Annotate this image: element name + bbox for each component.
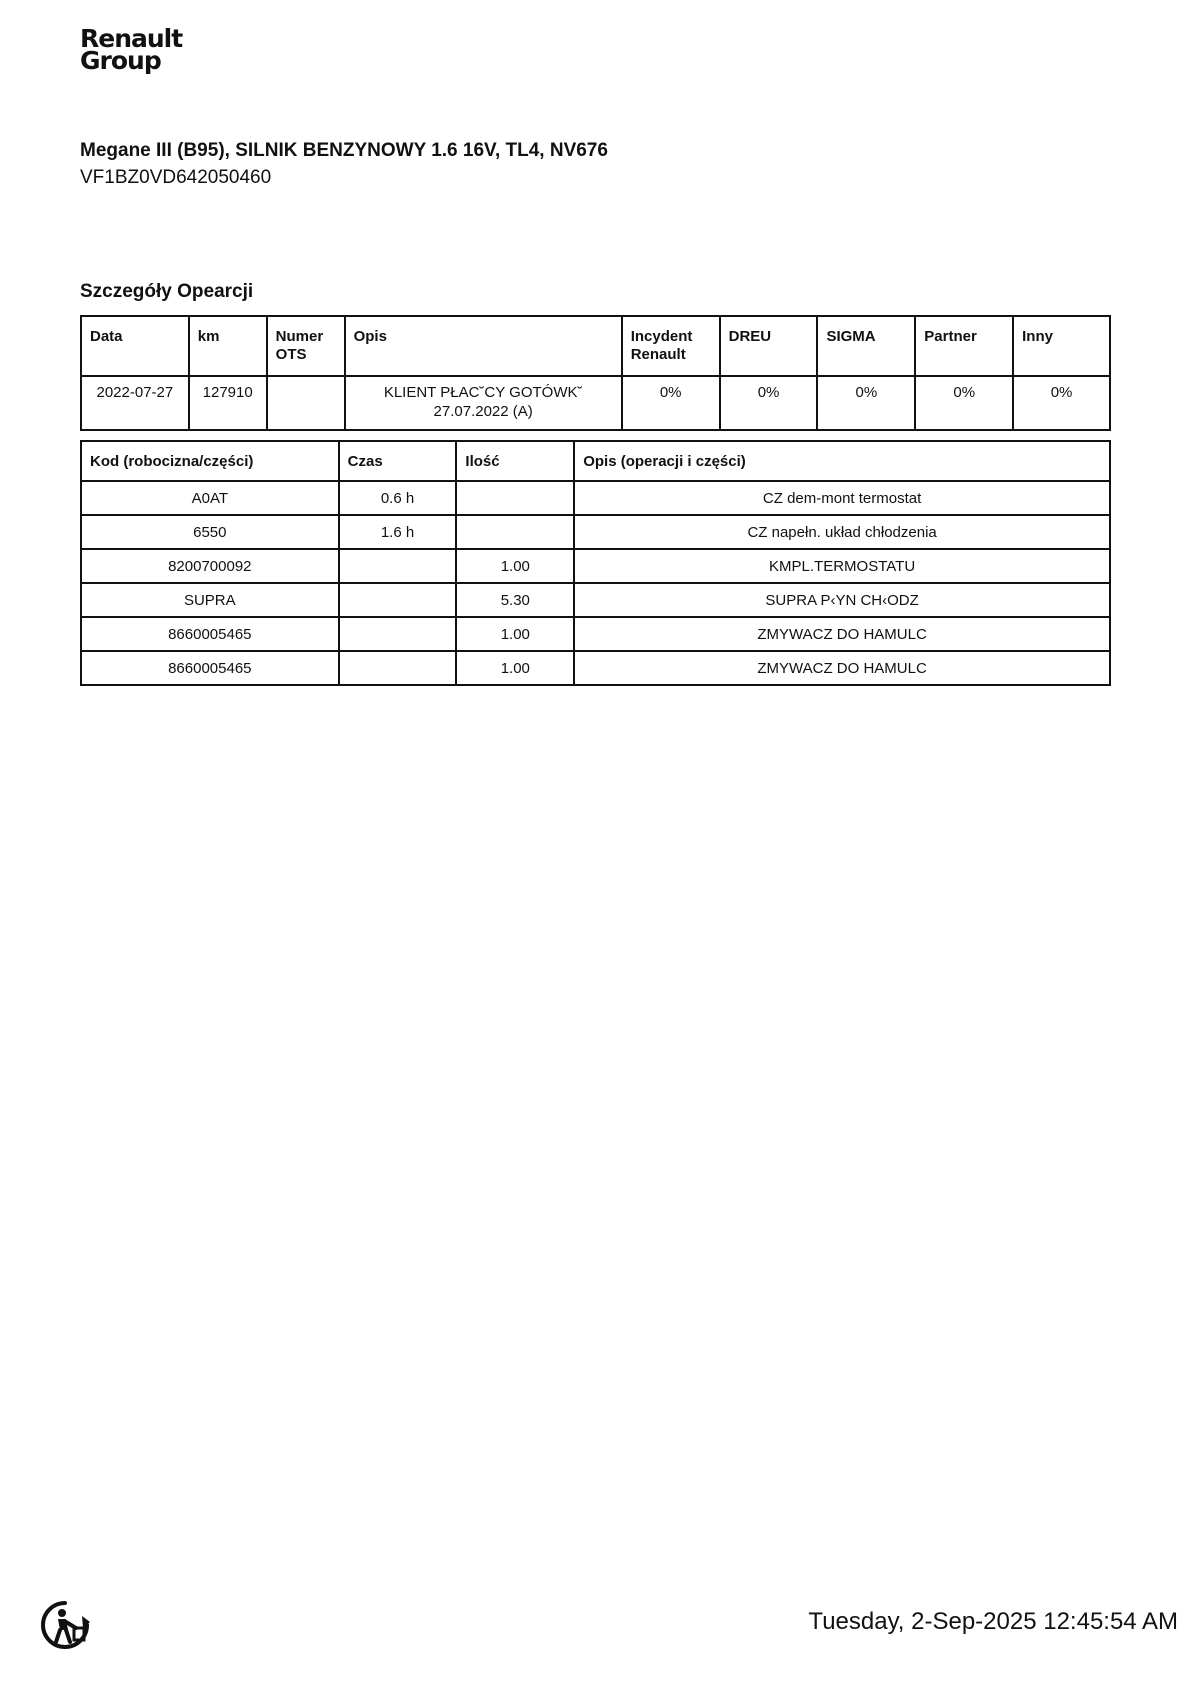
cell-opis: KLIENT PŁAC˘CY GOTÓWK˘ 27.07.2022 (A) — [345, 376, 622, 430]
table-row — [81, 515, 1110, 549]
cell-numer-ots — [267, 376, 345, 430]
header-ilosc: Ilość — [456, 441, 574, 481]
cell-opis-operacji: CZ dem-mont termostat — [574, 481, 1110, 515]
cell-opis-operacji: CZ napełn. układ chłodzenia — [574, 515, 1110, 549]
cell-inny: 0% — [1013, 376, 1110, 430]
header-partner: Partner — [915, 316, 1013, 376]
cell-incydent-renault: 0% — [622, 376, 720, 430]
logo-line-2: Group — [80, 46, 161, 75]
cell-kod: 8660005465 — [81, 651, 339, 685]
header-numer-ots: Numer OTS — [267, 316, 345, 376]
table-row — [81, 549, 1110, 583]
cell-kod: 6550 — [81, 515, 339, 549]
cell-opis-operacji: ZMYWACZ DO HAMULC — [574, 617, 1110, 651]
logo-line-1: Renault — [80, 24, 183, 53]
recycle-icon — [38, 1598, 92, 1652]
header-czas: Czas — [339, 441, 457, 481]
renault-group-logo — [80, 24, 183, 75]
cell-czas — [339, 549, 457, 583]
cell-kod: 8200700092 — [81, 549, 339, 583]
cell-km: 127910 — [189, 376, 267, 430]
operations-header-row — [81, 316, 1110, 376]
vehicle-vin: VF1BZ0VD642050460 — [80, 167, 272, 188]
header-kod: Kod (robocizna/części) — [81, 441, 339, 481]
header-opis-operacji: Opis (operacji i części) — [574, 441, 1110, 481]
header-data: Data — [81, 316, 189, 376]
parts-header-row — [81, 441, 1110, 481]
cell-date: 2022-07-27 — [81, 376, 189, 430]
operations-table — [80, 315, 1111, 431]
cell-ilosc: 1.00 — [456, 549, 574, 583]
header-incydent-renault: Incydent Renault — [622, 316, 720, 376]
header-sigma: SIGMA — [817, 316, 915, 376]
cell-czas: 0.6 h — [339, 481, 457, 515]
cell-ilosc: 5.30 — [456, 583, 574, 617]
table-row — [81, 651, 1110, 685]
cell-kod: A0AT — [81, 481, 339, 515]
cell-opis-operacji: SUPRA P‹YN CH‹ODZ — [574, 583, 1110, 617]
cell-czas — [339, 651, 457, 685]
header-dreu: DREU — [720, 316, 818, 376]
table-row — [81, 481, 1110, 515]
cell-ilosc — [456, 481, 574, 515]
parts-table — [80, 440, 1111, 686]
cell-czas — [339, 617, 457, 651]
table-row — [81, 376, 1110, 430]
cell-czas: 1.6 h — [339, 515, 457, 549]
print-timestamp: Tuesday, 2-Sep-2025 12:45:54 AM — [808, 1608, 1178, 1635]
vehicle-title: Megane III (B95), SILNIK BENZYNOWY 1.6 16V, TL4, NV676 — [80, 140, 608, 161]
section-title: Szczegóły Opearcji — [80, 281, 254, 302]
table-row — [81, 583, 1110, 617]
header-opis: Opis — [345, 316, 622, 376]
header-km: km — [189, 316, 267, 376]
cell-dreu: 0% — [720, 376, 818, 430]
cell-ilosc: 1.00 — [456, 651, 574, 685]
cell-opis-operacji: ZMYWACZ DO HAMULC — [574, 651, 1110, 685]
cell-ilosc: 1.00 — [456, 617, 574, 651]
cell-kod: 8660005465 — [81, 617, 339, 651]
cell-sigma: 0% — [817, 376, 915, 430]
table-row — [81, 617, 1110, 651]
cell-opis-operacji: KMPL.TERMOSTATU — [574, 549, 1110, 583]
cell-partner: 0% — [915, 376, 1013, 430]
cell-czas — [339, 583, 457, 617]
cell-kod: SUPRA — [81, 583, 339, 617]
cell-ilosc — [456, 515, 574, 549]
header-inny: Inny — [1013, 316, 1110, 376]
